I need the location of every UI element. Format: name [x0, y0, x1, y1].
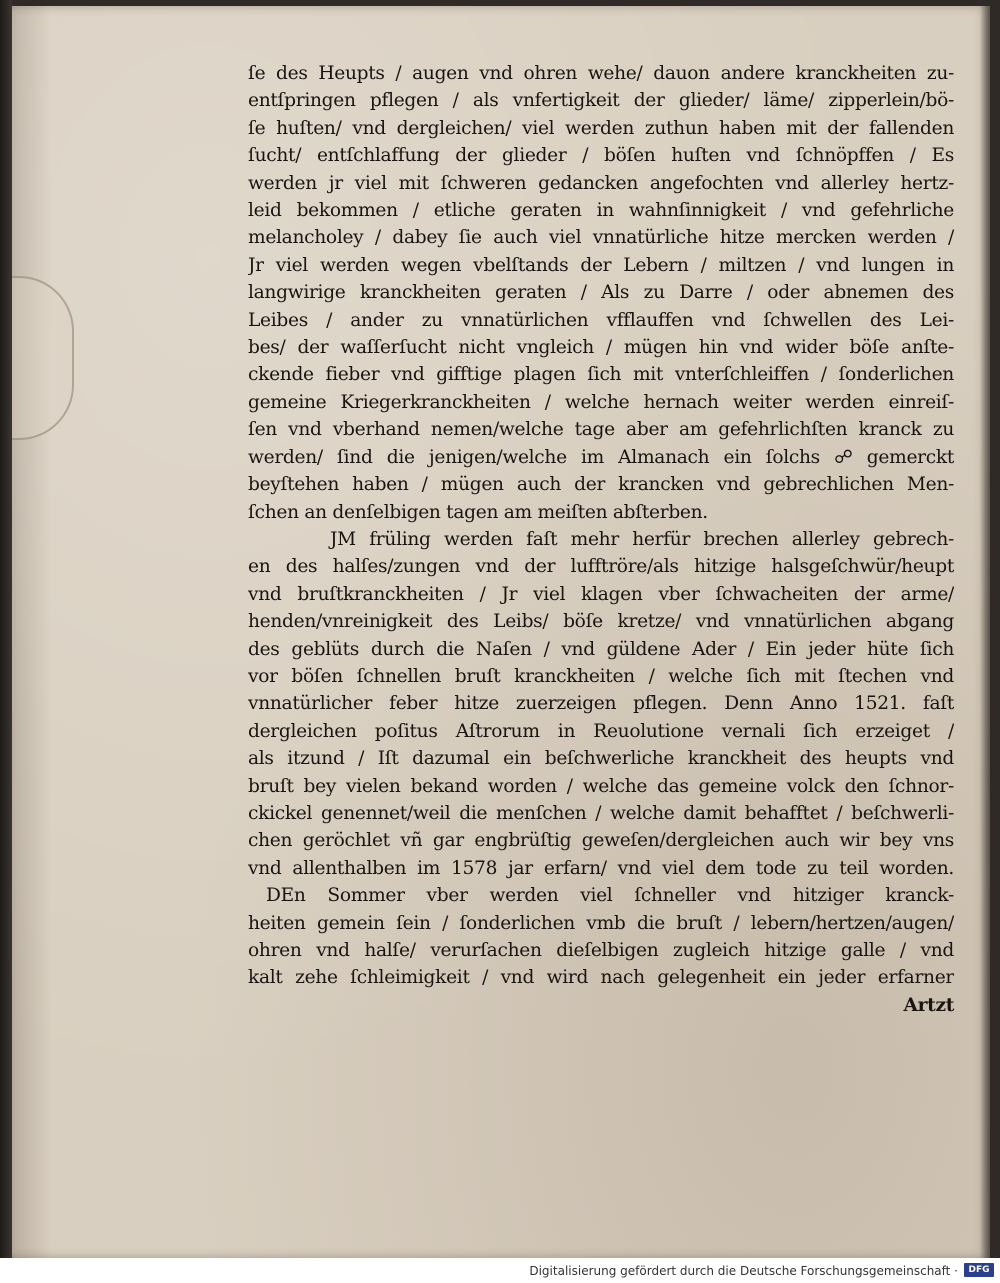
text-line: kalt zehe ſchleimigkeit / vnd wird nach gelegenheit ein jeder erfarner — [248, 967, 954, 989]
footer-bar — [0, 1258, 1000, 1283]
paragraph-start-line: JM früling werden faſt mehr herfür brechen allerley gebrech- — [330, 528, 954, 550]
funding-notice: Digitalisierung gefördert durch die Deutsche Forschungsgemeinschaft · — [529, 1264, 958, 1278]
text-line: ſe des Heupts / augen vnd ohren wehe/ dauon andere kranckheiten zu- — [248, 63, 954, 84]
text-line: ohren vnd halſe/ verurſachen dieſelbigen zugleich hitzige galle / vnd — [248, 940, 954, 961]
text-line: ckende fieber vnd gifftige plagen ſich mit vnterſchleiffen / ſonderlichen — [248, 364, 954, 386]
text-line: ſe huſten/ vnd dergleichen/ viel werden zuthun haben mit der fallenden — [248, 117, 954, 139]
paragraph-start-line: DEn Sommer vber werden viel ſchneller vnd hitziger kranck- — [266, 885, 954, 907]
text-line: werden jr viel mit ſchweren gedancken angefochten vnd allerley hertz- — [248, 172, 954, 194]
catchword: Artzt — [903, 994, 954, 1016]
text-line: vnnatürlicher feber hitze zuerzeigen pflegen. Denn Anno 1521. faſt — [248, 693, 954, 715]
page-fold-mark — [12, 276, 74, 440]
text-line: henden/vnreinigkeit des Leibs/ böſe kretze/ vnd vnnatürlichen abgang — [248, 611, 954, 633]
text-line: bes/ der waſſerſucht nicht vngleich / mügen hin vnd wider böſe anſte- — [248, 337, 954, 359]
text-line: chen geröchlet vñ gar engbrüſtig geweſen/dergleichen auch wir bey vns — [248, 830, 954, 852]
text-line: ckickel genennet/weil die menſchen / welche damit behafftet / beſchwerli- — [248, 802, 954, 824]
text-line: vnd allenthalben im 1578 jar erfarn/ vnd viel dem tode zu teil worden. — [248, 857, 954, 879]
text-line: gemeine Kriegerkranckheiten / welche hernach weiter werden einreiſ- — [248, 391, 954, 413]
text-line: en des halſes/zungen vnd der lufftröre/als hitzige halsgeſchwür/heupt — [248, 556, 954, 578]
text-line: als itzund / Iſt dazumal ein beſchwerliche kranckheit des heupts vnd — [248, 748, 954, 770]
text-line: Leibes / ander zu vnnatürlichen vfflauffen vnd ſchwellen des Lei- — [248, 309, 954, 331]
page-edge-shadow — [980, 6, 990, 1258]
text-line: melancholey / dabey ſie auch viel vnnatürliche hitze mercken werden / — [248, 227, 954, 249]
text-line: ſen vnd vberhand nemen/welche tage aber am gefehrlichſten kranck zu — [248, 419, 954, 441]
text-line: Jr viel werden wegen vbelſtands der Lebern / miltzen / vnd lungen in — [248, 254, 954, 276]
text-line: dergleichen poſitus Aſtrorum in Reuolutione vernali ſich erzeiget / — [248, 720, 954, 742]
text-line: beyſtehen haben / mügen auch der krancken vnd gebrechlichen Men- — [248, 474, 954, 496]
text-line: vnd bruſtkranckheiten / Jr viel klagen vber ſchwacheiten der arme/ — [248, 583, 954, 605]
binding-edge — [0, 0, 12, 1283]
text-line: bruſt bey vielen bekand worden / welche das gemeine volck den ſchnor- — [248, 775, 954, 797]
text-line: vor böſen ſchnellen bruſt kranckheiten / welche ſich mit ſtechen vnd — [248, 665, 954, 687]
body-text — [248, 60, 954, 1019]
text-line: langwirige kranckheiten geraten / Als zu Darre / oder abnemen des — [248, 282, 954, 304]
text-line: ſchen an denſelbigen tagen am meiſten abſterben. — [248, 501, 708, 523]
text-line: leid bekommen / etliche geraten in wahnſinnigkeit / vnd gefehrliche — [248, 200, 954, 222]
text-line: ſucht/ entſchlaffung der glieder / böſen huſten vnd ſchnöpffen / Es — [248, 145, 954, 167]
text-line: heiten gemein ſein / ſonderlichen vmb die bruſt / lebern/hertzen/augen/ — [248, 912, 954, 934]
text-line: entſpringen pflegen / als vnfertigkeit der glieder/ läme/ zipperlein/bö- — [248, 90, 954, 112]
text-line: werden/ ſind die jenigen/welche im Almanach ein ſolchs ☍ gemerckt — [248, 446, 954, 468]
dfg-logo: DFG — [964, 1263, 994, 1277]
text-line: des geblüts durch die Naſen / vnd güldene Ader / Ein jeder hüte ſich — [248, 638, 954, 660]
